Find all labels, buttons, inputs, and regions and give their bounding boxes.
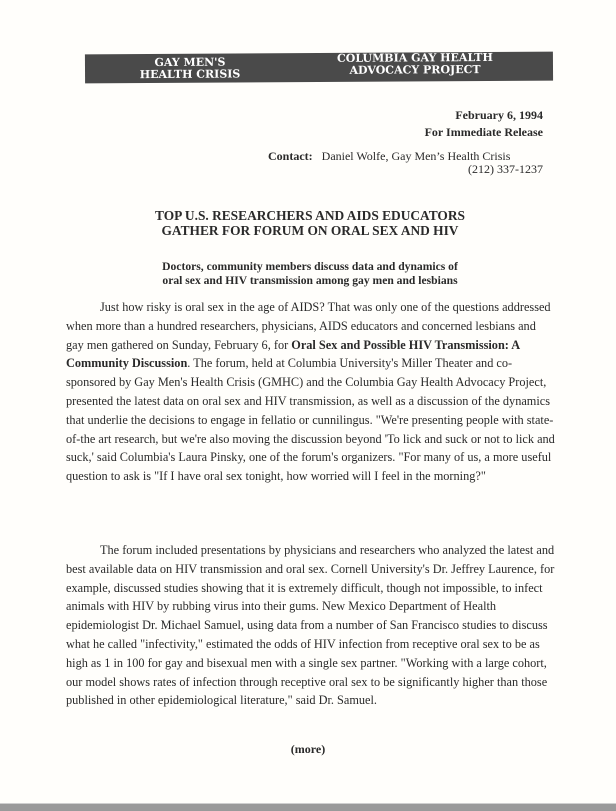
forum-title: Oral Sex and Possible HIV Transmission: A Community Discussion [66,337,520,371]
release-date: February 6, 1994 [455,108,543,122]
org-gmhc-line1: GAY MEN'S [154,55,226,70]
letterhead-banner [85,52,553,84]
org-columbia [320,52,510,77]
release-status: For Immediate Release [424,125,543,139]
subhead-line2: oral sex and HIV transmission among gay men and lesbians [162,274,458,287]
subhead-line1: Doctors, community members discuss data and dynamics of [162,260,458,273]
headline [90,208,530,238]
contact-name: Daniel Wolfe, Gay Men’s Health Crisis [321,149,511,163]
org-columbia-line2: ADVOCACY PROJECT [349,63,481,77]
release-info [425,107,543,141]
more-indicator: (more) [290,742,326,756]
headline-line1: TOP U.S. RESEARCHERS AND AIDS EDUCATORS [155,208,465,223]
body-paragraph-1 [66,298,556,486]
contact-label: Contact: [268,149,313,163]
para1-text-b: . The forum, held at Columbia University's Miller Theater and co-sponsored by Gay Men's Health Crisis (GMHC) and the Columbia Gay Health Advocacy Project, presented the latest data on oral sex and HIV transmission, as well as a discussion of the dynamics that underlie the decisions to engage in fellatio or cunnilingus. "We're presenting people with state-of-the art research, but we're also moving the discussion beyond 'To lick and suck or not to lick and suck,' said Columbia's Laura Pinsky, one of the forum's organizers. "For many of us, a more useful question to ask is "If I have oral sex tonight, how worried will I feel in the morning?" [66,356,555,484]
contact-phone: (212) 337-1237 [468,162,543,176]
subheadline [90,260,530,288]
para1-text-a: Just how risky is oral sex in the age of AIDS? That was only one of the questions addressed when more than a hundred researchers, physicians, AIDS educators and concerned lesbians and gay men gathered on Sunday, February 6, for [66,300,551,352]
headline-line2: GATHER FOR FORUM ON ORAL SEX AND HIV [161,223,459,238]
body-paragraph-2: The forum included presentations by physicians and researchers who analyzed the latest and best available data on HIV transmission and oral sex. Cornell University's Dr. Jeffrey Laurence, for example, discussed studies showing that it is extremely difficult, though not impossible, to infect animals with HIV by rubbing virus into their gums. New Mexico Department of Health epidemiologist Dr. Michael Samuel, using data from a number of San Francisco studies to discuss what he called "infectivity," estimated the odds of HIV infection from receptive oral sex to be as high as 1 in 100 for gay and bisexual men with a single sex partner. "Working with a large cohort, our model shows rates of infection through receptive oral sex to be significantly higher than those published in other epidemiological literature," said Dr. Samuel. [66,543,555,708]
org-gmhc [135,56,245,81]
contact-info [268,150,543,176]
org-columbia-line1: COLUMBIA GAY HEALTH [336,50,493,65]
org-gmhc-line2: HEALTH CRISIS [139,67,241,82]
